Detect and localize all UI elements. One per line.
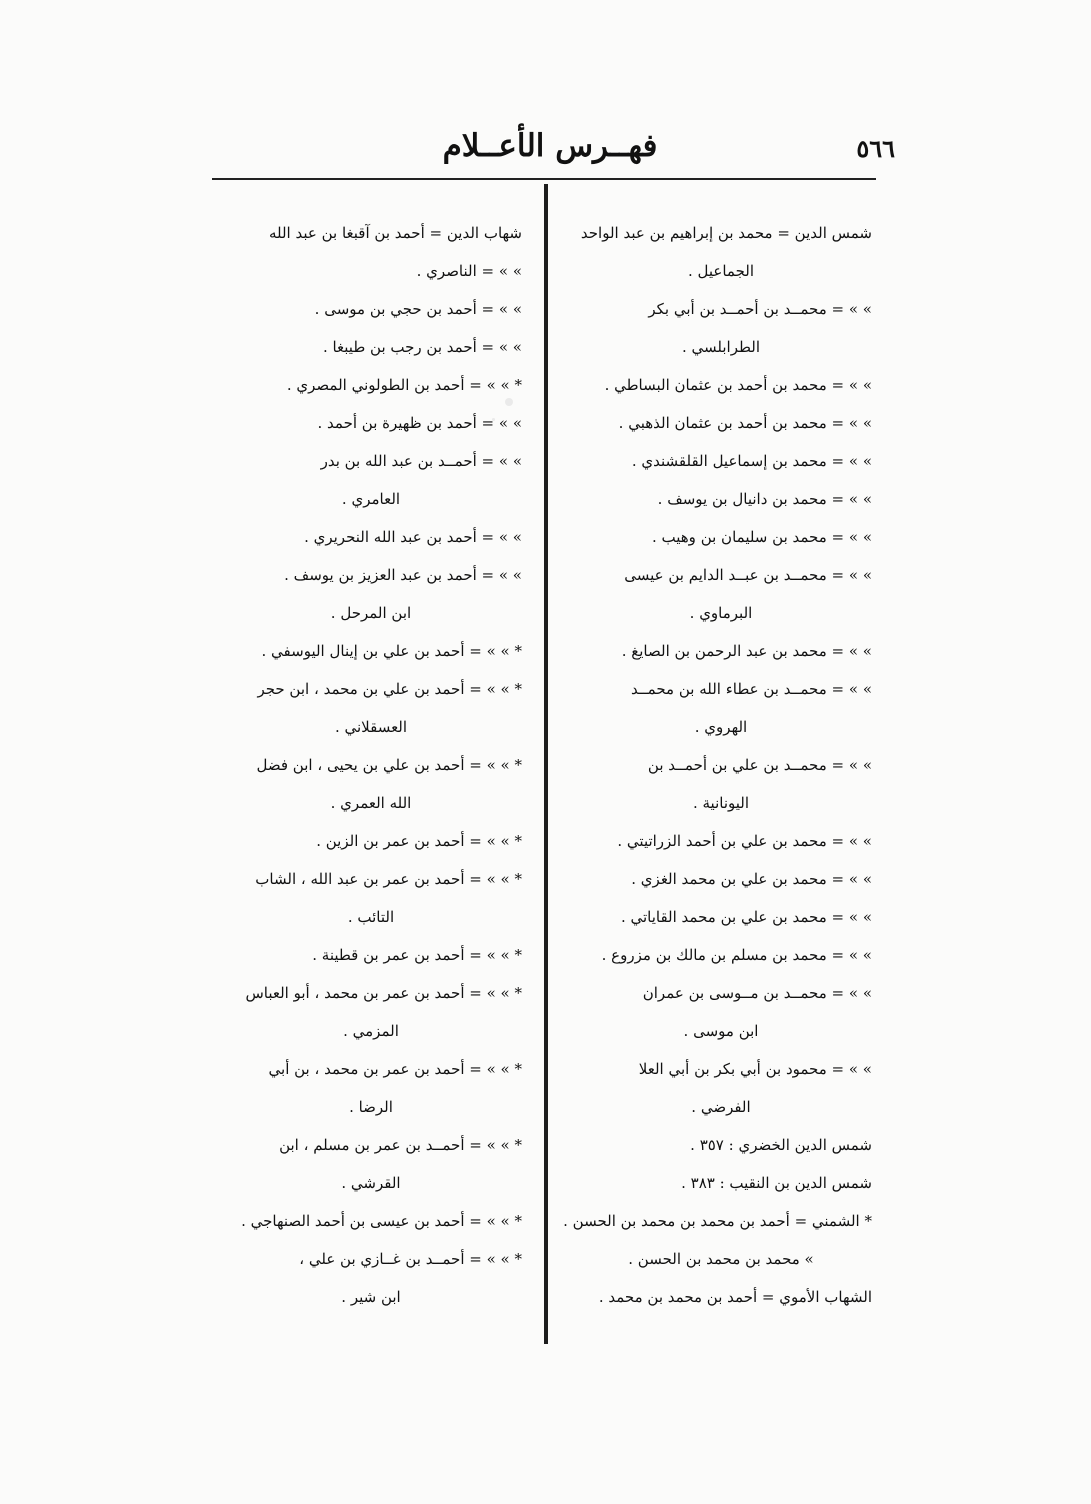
entry-continuation: المزمي . (343, 1022, 399, 1040)
index-entry (220, 670, 522, 746)
entry-text: » » = محمد بن أحمد بن عثمان البساطي . (604, 376, 872, 394)
index-entry (570, 480, 872, 518)
index-entry (570, 214, 872, 290)
entry-text: شمس الدين = محمد بن إبراهيم بن عبد الواحد (580, 224, 872, 242)
index-entry (570, 898, 872, 936)
index-entry (220, 214, 522, 252)
index-entry (570, 670, 872, 746)
entry-continuation: ابن المرحل . (330, 604, 412, 622)
index-entry (220, 328, 522, 366)
entry-text: * » » = أحمد بن علي بن يحيى ، ابن فضل (256, 756, 522, 774)
entry-continuation: العسقلاني . (334, 718, 408, 736)
entry-text: » » = محمد بن علي بن محمد القاياتي . (620, 908, 872, 926)
index-entry (220, 404, 522, 442)
entry-text: شهاب الدين = أحمد بن آقبغا بن عبد الله (268, 224, 522, 242)
entry-continuation: القرشي . (341, 1174, 401, 1192)
index-entry (570, 936, 872, 974)
entry-text: » » = محمد بن إسماعيل القلقشندي . (631, 452, 872, 470)
entry-text: » » = محمد بن علي بن أحمد الزراتيتي . (617, 832, 872, 850)
entry-continuation: الطرابلسي . (681, 338, 761, 356)
entry-continuation: الفرضي . (691, 1098, 751, 1116)
column-divider (544, 184, 548, 1344)
entry-continuation: الرضا . (349, 1098, 393, 1116)
entry-text: » » = الناصري . (416, 262, 522, 280)
entry-text: * » » = أحمد بن عمر بن الزين . (316, 832, 522, 850)
entry-continuation: اليونانية . (692, 794, 750, 812)
header-divider (212, 178, 876, 180)
index-entry (220, 860, 522, 936)
index-entry (570, 822, 872, 860)
index-entry (220, 442, 522, 518)
entry-text: الشهاب الأموي = أحمد بن محمد بن محمد . (598, 1288, 872, 1306)
index-entry (570, 974, 872, 1050)
entry-continuation: الله العمري . (330, 794, 412, 812)
index-entry (220, 518, 522, 556)
entry-text: » » = محمــد بن عبــد الدايم بن عيسى (624, 566, 872, 584)
entry-text: » » = محمــد بن مــوسى بن عمران (642, 984, 872, 1002)
index-entry (220, 1126, 522, 1202)
entry-text: » » = محمد بن دانيال بن يوسف . (657, 490, 872, 508)
entry-continuation: ابن شير . (341, 1288, 401, 1306)
entry-text: » » = أحمد بن عبد الله النحريري . (304, 528, 522, 546)
entry-text: » » = أحمد بن حجي بن موسى . (314, 300, 522, 318)
entry-continuation: التائب . (347, 908, 395, 926)
entry-text: * » » = أحمد بن عيسى بن أحمد الصنهاجي . (241, 1212, 522, 1230)
index-entry (570, 632, 872, 670)
index-column-left (220, 214, 522, 1316)
entry-text: * » » = أحمد بن الطولوني المصري . (286, 376, 522, 394)
entry-continuation: » محمد بن محمد بن الحسن . (628, 1250, 814, 1268)
entry-text: » » = محمد بن مسلم بن مالك بن مزروع . (601, 946, 872, 964)
index-entry (570, 518, 872, 556)
index-entry (220, 556, 522, 632)
index-column-right (563, 214, 872, 1316)
entry-text: » » = محمد بن علي بن محمد الغزي . (631, 870, 872, 888)
entry-continuation: الهروي . (694, 718, 748, 736)
entry-text: » » = أحمد بن ظهيرة بن أحمد . (317, 414, 522, 432)
entry-text: » » = محمد بن أحمد بن عثمان الذهبي . (618, 414, 872, 432)
entry-continuation: ابن موسى . (683, 1022, 759, 1040)
entry-text: » » = أحمد بن رجب بن طيبغا . (322, 338, 522, 356)
index-entry (570, 290, 872, 366)
index-entry (220, 632, 522, 670)
index-entry (220, 290, 522, 328)
index-entry (220, 366, 522, 404)
entry-text: شمس الدين الخضري : ٣٥٧ . (690, 1136, 872, 1154)
index-entry (570, 860, 872, 898)
entry-text: » » = محمود بن أبي بكر بن أبي العلا (638, 1060, 872, 1078)
entry-text: » » = محمد بن سليمان بن وهيب . (651, 528, 872, 546)
entry-text: * » » = أحمد بن علي بن إينال اليوسفي . (261, 642, 522, 660)
entry-continuation: العامري . (341, 490, 401, 508)
entry-continuation: البرماوي . (689, 604, 753, 622)
entry-text: » » = أحمــد بن عبد الله بن بدر (320, 452, 522, 470)
page-number: ٥٦٦ (856, 134, 895, 163)
entry-text: * » » = أحمــد بن غــازي بن علي ، (299, 1250, 522, 1268)
index-entry (220, 936, 522, 974)
index-entry (570, 442, 872, 480)
entry-text: * » » = أحمد بن علي بن محمد ، ابن حجر (257, 680, 522, 698)
entry-text: * الشمني = أحمد بن محمد بن محمد بن الحسن . (563, 1212, 872, 1230)
entry-text: » » = أحمد بن عبد العزيز بن يوسف . (284, 566, 522, 584)
index-entry (220, 1050, 522, 1126)
index-entry (570, 746, 872, 822)
index-entry (220, 746, 522, 822)
index-entry (570, 1278, 872, 1316)
entry-continuation: الجماعيل . (687, 262, 755, 280)
entry-text: * » » = أحمد بن عمر بن قطينة . (312, 946, 522, 964)
entry-text: * » » = أحمد بن عمر بن محمد ، أبو العباس (245, 984, 522, 1002)
entry-text: » » = محمــد بن عطاء الله بن محمــد (631, 680, 872, 698)
index-entry (220, 252, 522, 290)
entry-text: * » » = أحمد بن عمر بن عبد الله ، الشاب (255, 870, 522, 888)
entry-text: » » = محمــد بن أحمــد بن أبي بكر (648, 300, 872, 318)
index-entry (220, 974, 522, 1050)
index-entry (570, 556, 872, 632)
entry-text: * » » = أحمد بن عمر بن محمد ، بن أبي (268, 1060, 522, 1078)
index-entry (220, 1202, 522, 1240)
index-entry (220, 1240, 522, 1316)
page-title: فهــرس الأعــلام (442, 128, 658, 164)
entry-text: * » » = أحمــد بن عمر بن مسلم ، ابن (279, 1136, 522, 1154)
index-entry (563, 1202, 872, 1278)
index-entry (570, 1126, 872, 1164)
index-entry (570, 1164, 872, 1202)
index-entry (570, 1050, 872, 1126)
index-entry (570, 366, 872, 404)
entry-text: شمس الدين بن النقيب : ٣٨٣ . (681, 1174, 872, 1192)
index-entry (220, 822, 522, 860)
entry-text: » » = محمد بن عبد الرحمن بن الصايغ . (621, 642, 872, 660)
entry-text: » » = محمــد بن علي بن أحمــد بن (647, 756, 872, 774)
index-entry (570, 404, 872, 442)
